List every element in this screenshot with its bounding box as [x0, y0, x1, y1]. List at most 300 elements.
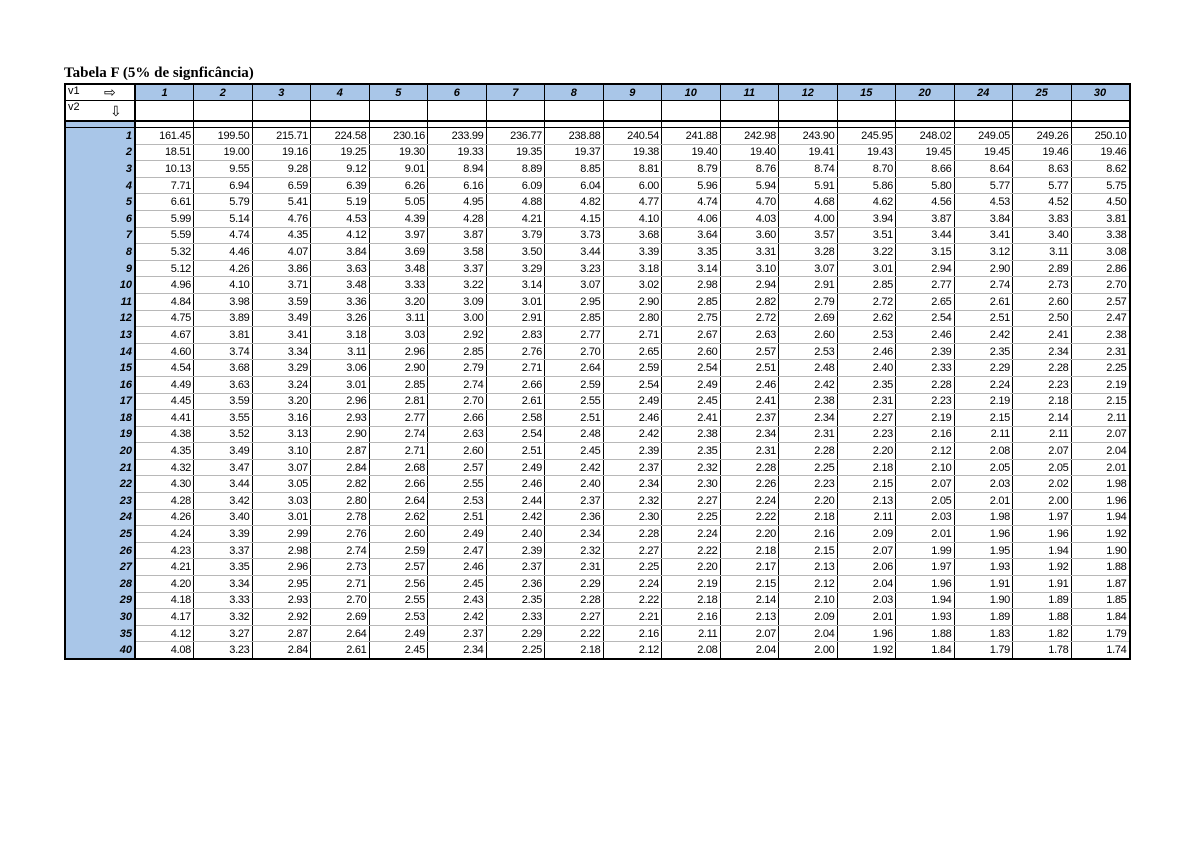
v2-header-30: 30 — [65, 609, 135, 626]
table-cell: 3.60 — [720, 227, 779, 244]
table-cell: 2.03 — [954, 476, 1013, 493]
table-row — [65, 509, 1130, 526]
table-cell: 2.31 — [779, 426, 838, 443]
table-cell: 2.80 — [311, 493, 370, 510]
table-cell: 6.39 — [311, 177, 370, 194]
table-cell: 3.94 — [837, 210, 896, 227]
table-cell: 3.58 — [428, 244, 487, 261]
table-cell: 2.92 — [252, 609, 311, 626]
table-cell: 2.43 — [428, 592, 487, 609]
table-row — [65, 194, 1130, 211]
table-cell: 2.21 — [603, 609, 662, 626]
table-cell: 4.74 — [662, 194, 721, 211]
table-cell: 4.68 — [779, 194, 838, 211]
table-cell: 3.41 — [252, 327, 311, 344]
table-cell: 2.51 — [954, 310, 1013, 327]
table-cell: 3.11 — [1013, 244, 1072, 261]
table-cell: 19.16 — [252, 144, 311, 161]
v1-header-24: 24 — [954, 84, 1013, 101]
table-cell: 2.19 — [896, 410, 955, 427]
table-cell: 2.70 — [1071, 277, 1130, 294]
table-cell: 2.72 — [837, 293, 896, 310]
table-cell: 1.97 — [896, 559, 955, 576]
table-cell: 2.19 — [954, 393, 1013, 410]
table-cell: 1.96 — [954, 526, 1013, 543]
table-cell: 2.25 — [779, 459, 838, 476]
table-row — [65, 177, 1130, 194]
table-cell: 2.55 — [545, 393, 604, 410]
table-cell: 3.32 — [194, 609, 253, 626]
table-cell: 3.40 — [194, 509, 253, 526]
table-cell: 2.40 — [545, 476, 604, 493]
table-cell: 6.09 — [486, 177, 545, 194]
table-cell: 2.85 — [545, 310, 604, 327]
table-cell: 4.74 — [194, 227, 253, 244]
table-cell: 3.41 — [954, 227, 1013, 244]
table-cell: 4.96 — [135, 277, 194, 294]
table-cell: 2.19 — [1071, 376, 1130, 393]
table-cell: 2.33 — [896, 360, 955, 377]
table-cell: 2.60 — [369, 526, 428, 543]
v2-header-row — [65, 101, 1130, 122]
table-cell: 2.64 — [369, 493, 428, 510]
blank-header-cell — [1013, 101, 1072, 122]
blank-header-cell — [428, 101, 487, 122]
table-row — [65, 376, 1130, 393]
table-cell: 4.15 — [545, 210, 604, 227]
table-cell: 2.81 — [369, 393, 428, 410]
table-cell: 3.28 — [779, 244, 838, 261]
table-cell: 1.92 — [837, 642, 896, 659]
table-cell: 2.70 — [311, 592, 370, 609]
table-cell: 2.27 — [545, 609, 604, 626]
table-cell: 1.96 — [1071, 493, 1130, 510]
table-cell: 199.50 — [194, 128, 253, 145]
table-cell: 2.66 — [369, 476, 428, 493]
table-cell: 3.59 — [252, 293, 311, 310]
table-cell: 2.31 — [837, 393, 896, 410]
table-row — [65, 493, 1130, 510]
table-cell: 3.11 — [369, 310, 428, 327]
blank-header-cell — [603, 101, 662, 122]
blank-header-cell — [486, 101, 545, 122]
v2-header-20: 20 — [65, 443, 135, 460]
table-cell: 2.53 — [369, 609, 428, 626]
table-cell: 6.59 — [252, 177, 311, 194]
table-cell: 2.57 — [428, 459, 487, 476]
table-cell: 2.07 — [1013, 443, 1072, 460]
table-cell: 2.20 — [837, 443, 896, 460]
table-cell: 2.37 — [486, 559, 545, 576]
table-cell: 2.34 — [1013, 343, 1072, 360]
table-cell: 2.46 — [837, 343, 896, 360]
v1-header-7: 7 — [486, 84, 545, 101]
table-cell: 2.59 — [603, 360, 662, 377]
table-cell: 1.94 — [1071, 509, 1130, 526]
v1-header-2: 2 — [194, 84, 253, 101]
table-cell: 5.80 — [896, 177, 955, 194]
table-cell: 3.36 — [311, 293, 370, 310]
table-cell: 1.98 — [1071, 476, 1130, 493]
page-title: Tabela F (5% de signficância) — [64, 65, 254, 81]
table-cell: 2.15 — [1071, 393, 1130, 410]
table-cell: 2.61 — [486, 393, 545, 410]
blank-header-cell — [662, 101, 721, 122]
table-cell: 2.73 — [1013, 277, 1072, 294]
table-cell: 1.82 — [1013, 625, 1072, 642]
table-cell: 2.41 — [720, 393, 779, 410]
table-cell: 1.91 — [1013, 576, 1072, 593]
table-cell: 3.39 — [194, 526, 253, 543]
v1-header-10: 10 — [662, 84, 721, 101]
table-cell: 4.53 — [954, 194, 1013, 211]
table-row — [65, 327, 1130, 344]
table-cell: 2.71 — [486, 360, 545, 377]
table-cell: 2.23 — [1013, 376, 1072, 393]
table-cell: 2.27 — [603, 542, 662, 559]
table-cell: 1.78 — [1013, 642, 1072, 659]
table-cell: 1.96 — [896, 576, 955, 593]
v2-header-1: 1 — [65, 128, 135, 145]
table-cell: 233.99 — [428, 128, 487, 145]
table-cell: 238.88 — [545, 128, 604, 145]
table-row — [65, 576, 1130, 593]
blank-header-cell — [252, 101, 311, 122]
table-cell: 2.63 — [428, 426, 487, 443]
table-cell: 3.34 — [252, 343, 311, 360]
table-cell: 2.60 — [662, 343, 721, 360]
table-cell: 2.77 — [545, 327, 604, 344]
table-cell: 2.38 — [779, 393, 838, 410]
table-cell: 2.32 — [662, 459, 721, 476]
table-cell: 2.39 — [486, 542, 545, 559]
table-cell: 2.29 — [486, 625, 545, 642]
table-row — [65, 476, 1130, 493]
table-cell: 5.75 — [1071, 177, 1130, 194]
table-cell: 2.28 — [1013, 360, 1072, 377]
table-cell: 2.23 — [896, 393, 955, 410]
table-cell: 242.98 — [720, 128, 779, 145]
table-cell: 2.32 — [545, 542, 604, 559]
table-cell: 2.45 — [428, 576, 487, 593]
table-cell: 2.74 — [311, 542, 370, 559]
table-cell: 2.10 — [779, 592, 838, 609]
table-cell: 2.16 — [603, 625, 662, 642]
table-cell: 2.62 — [837, 310, 896, 327]
table-cell: 3.10 — [252, 443, 311, 460]
table-cell: 1.94 — [1013, 542, 1072, 559]
table-row — [65, 293, 1130, 310]
table-cell: 5.77 — [954, 177, 1013, 194]
table-cell: 4.12 — [311, 227, 370, 244]
table-cell: 2.41 — [1013, 327, 1072, 344]
v2-header-26: 26 — [65, 542, 135, 559]
table-cell: 1.79 — [954, 642, 1013, 659]
table-cell: 2.85 — [662, 293, 721, 310]
table-cell: 3.81 — [194, 327, 253, 344]
table-cell: 2.31 — [545, 559, 604, 576]
table-cell: 1.84 — [1071, 609, 1130, 626]
table-body — [65, 84, 1130, 659]
table-cell: 2.14 — [720, 592, 779, 609]
table-cell: 4.95 — [428, 194, 487, 211]
table-cell: 4.32 — [135, 459, 194, 476]
table-cell: 3.23 — [194, 642, 253, 659]
table-cell: 2.87 — [252, 625, 311, 642]
table-cell: 2.31 — [720, 443, 779, 460]
blank-header-cell — [1071, 101, 1130, 122]
table-cell: 2.37 — [428, 625, 487, 642]
table-cell: 3.01 — [837, 260, 896, 277]
table-cell: 2.82 — [311, 476, 370, 493]
table-cell: 3.18 — [603, 260, 662, 277]
table-cell: 5.05 — [369, 194, 428, 211]
v2-header-14: 14 — [65, 343, 135, 360]
v1-header-25: 25 — [1013, 84, 1072, 101]
table-cell: 2.85 — [369, 376, 428, 393]
table-cell: 2.66 — [428, 410, 487, 427]
table-cell: 2.72 — [720, 310, 779, 327]
table-row — [65, 642, 1130, 659]
table-cell: 3.73 — [545, 227, 604, 244]
table-cell: 4.08 — [135, 642, 194, 659]
blank-header-cell — [545, 101, 604, 122]
table-cell: 2.51 — [486, 443, 545, 460]
table-cell: 4.52 — [1013, 194, 1072, 211]
v2-header-13: 13 — [65, 327, 135, 344]
table-cell: 2.90 — [603, 293, 662, 310]
table-cell: 2.24 — [954, 376, 1013, 393]
table-cell: 3.29 — [252, 360, 311, 377]
table-cell: 2.71 — [369, 443, 428, 460]
table-cell: 2.65 — [896, 293, 955, 310]
table-cell: 2.37 — [603, 459, 662, 476]
table-cell: 2.60 — [1013, 293, 1072, 310]
table-cell: 3.71 — [252, 277, 311, 294]
table-cell: 2.12 — [896, 443, 955, 460]
table-cell: 1.97 — [1013, 509, 1072, 526]
table-cell: 3.31 — [720, 244, 779, 261]
table-cell: 1.88 — [1013, 609, 1072, 626]
table-cell: 2.90 — [369, 360, 428, 377]
table-cell: 2.91 — [779, 277, 838, 294]
table-cell: 2.70 — [545, 343, 604, 360]
table-cell: 2.83 — [486, 327, 545, 344]
table-cell: 2.49 — [486, 459, 545, 476]
table-cell: 2.85 — [428, 343, 487, 360]
table-cell: 215.71 — [252, 128, 311, 145]
v2-header-40: 40 — [65, 642, 135, 659]
table-cell: 2.48 — [545, 426, 604, 443]
table-cell: 2.59 — [369, 542, 428, 559]
table-row — [65, 410, 1130, 427]
table-cell: 4.21 — [486, 210, 545, 227]
table-cell: 4.54 — [135, 360, 194, 377]
table-cell: 2.96 — [311, 393, 370, 410]
table-cell: 4.77 — [603, 194, 662, 211]
v2-header-35: 35 — [65, 625, 135, 642]
table-cell: 2.74 — [954, 277, 1013, 294]
table-cell: 2.07 — [1071, 426, 1130, 443]
table-cell: 2.90 — [311, 426, 370, 443]
table-cell: 4.56 — [896, 194, 955, 211]
table-cell: 2.61 — [954, 293, 1013, 310]
table-cell: 3.06 — [311, 360, 370, 377]
v2-header-11: 11 — [65, 293, 135, 310]
table-cell: 4.21 — [135, 559, 194, 576]
table-cell: 2.04 — [1071, 443, 1130, 460]
v2-header-10: 10 — [65, 277, 135, 294]
table-row — [65, 210, 1130, 227]
v2-header-15: 15 — [65, 360, 135, 377]
table-cell: 3.64 — [662, 227, 721, 244]
table-cell: 3.37 — [428, 260, 487, 277]
table-cell: 2.80 — [603, 310, 662, 327]
table-cell: 19.46 — [1071, 144, 1130, 161]
table-cell: 2.50 — [1013, 310, 1072, 327]
table-cell: 2.28 — [720, 459, 779, 476]
table-cell: 2.60 — [779, 327, 838, 344]
table-cell: 9.28 — [252, 161, 311, 178]
v2-header-3: 3 — [65, 161, 135, 178]
table-cell: 19.40 — [720, 144, 779, 161]
table-row — [65, 343, 1130, 360]
table-cell: 2.55 — [428, 476, 487, 493]
table-cell: 2.34 — [779, 410, 838, 427]
table-cell: 3.63 — [311, 260, 370, 277]
table-cell: 3.03 — [369, 327, 428, 344]
table-cell: 2.62 — [369, 509, 428, 526]
table-cell: 3.03 — [252, 493, 311, 510]
table-cell: 2.99 — [252, 526, 311, 543]
table-cell: 2.34 — [428, 642, 487, 659]
v2-corner-cell — [65, 101, 135, 122]
table-cell: 2.25 — [603, 559, 662, 576]
table-cell: 2.23 — [779, 476, 838, 493]
table-cell: 2.27 — [837, 410, 896, 427]
table-cell: 2.25 — [1071, 360, 1130, 377]
table-cell: 1.96 — [1013, 526, 1072, 543]
table-cell: 4.10 — [603, 210, 662, 227]
v1-header-9: 9 — [603, 84, 662, 101]
table-cell: 1.74 — [1071, 642, 1130, 659]
blank-header-cell — [194, 101, 253, 122]
table-cell: 4.20 — [135, 576, 194, 593]
table-cell: 2.64 — [311, 625, 370, 642]
v1-header-4: 4 — [311, 84, 370, 101]
table-cell: 2.93 — [252, 592, 311, 609]
table-cell: 243.90 — [779, 128, 838, 145]
table-cell: 2.51 — [720, 360, 779, 377]
table-cell: 2.42 — [428, 609, 487, 626]
table-cell: 2.22 — [545, 625, 604, 642]
table-cell: 8.64 — [954, 161, 1013, 178]
table-cell: 224.58 — [311, 128, 370, 145]
table-cell: 3.68 — [194, 360, 253, 377]
table-cell: 2.34 — [545, 526, 604, 543]
table-cell: 2.01 — [1071, 459, 1130, 476]
table-cell: 3.02 — [603, 277, 662, 294]
v2-header-27: 27 — [65, 559, 135, 576]
table-cell: 7.71 — [135, 177, 194, 194]
table-cell: 2.01 — [837, 609, 896, 626]
table-cell: 248.02 — [896, 128, 955, 145]
table-cell: 2.18 — [662, 592, 721, 609]
table-cell: 3.57 — [779, 227, 838, 244]
table-cell: 2.63 — [720, 327, 779, 344]
table-cell: 19.45 — [954, 144, 1013, 161]
table-cell: 2.03 — [837, 592, 896, 609]
table-cell: 3.55 — [194, 410, 253, 427]
table-cell: 2.46 — [720, 376, 779, 393]
table-cell: 2.51 — [428, 509, 487, 526]
table-cell: 249.26 — [1013, 128, 1072, 145]
table-cell: 3.47 — [194, 459, 253, 476]
table-cell: 3.44 — [545, 244, 604, 261]
table-cell: 2.46 — [486, 476, 545, 493]
table-cell: 1.93 — [954, 559, 1013, 576]
table-cell: 3.01 — [486, 293, 545, 310]
table-cell: 2.54 — [896, 310, 955, 327]
table-cell: 19.46 — [1013, 144, 1072, 161]
v2-header-23: 23 — [65, 493, 135, 510]
table-cell: 6.00 — [603, 177, 662, 194]
table-cell: 2.39 — [603, 443, 662, 460]
table-cell: 3.35 — [662, 244, 721, 261]
table-cell: 3.44 — [896, 227, 955, 244]
table-cell: 5.32 — [135, 244, 194, 261]
table-cell: 3.74 — [194, 343, 253, 360]
blank-header-cell — [896, 101, 955, 122]
table-cell: 2.40 — [837, 360, 896, 377]
table-cell: 1.85 — [1071, 592, 1130, 609]
v1-header-3: 3 — [252, 84, 311, 101]
table-cell: 5.96 — [662, 177, 721, 194]
table-cell: 1.90 — [954, 592, 1013, 609]
table-cell: 2.38 — [662, 426, 721, 443]
table-cell: 2.28 — [896, 376, 955, 393]
table-cell: 3.33 — [369, 277, 428, 294]
table-cell: 2.28 — [545, 592, 604, 609]
table-cell: 2.57 — [720, 343, 779, 360]
table-cell: 5.41 — [252, 194, 311, 211]
table-cell: 19.43 — [837, 144, 896, 161]
table-cell: 5.14 — [194, 210, 253, 227]
table-cell: 161.45 — [135, 128, 194, 145]
table-cell: 2.00 — [779, 642, 838, 659]
table-cell: 2.77 — [369, 410, 428, 427]
table-cell: 2.93 — [311, 410, 370, 427]
table-cell: 4.75 — [135, 310, 194, 327]
table-cell: 4.60 — [135, 343, 194, 360]
table-cell: 4.62 — [837, 194, 896, 211]
v1-header-row — [65, 84, 1130, 101]
table-cell: 4.07 — [252, 244, 311, 261]
table-cell: 3.52 — [194, 426, 253, 443]
table-cell: 2.20 — [720, 526, 779, 543]
table-cell: 5.77 — [1013, 177, 1072, 194]
table-cell: 4.46 — [194, 244, 253, 261]
table-cell: 3.86 — [252, 260, 311, 277]
table-row — [65, 526, 1130, 543]
table-cell: 3.05 — [252, 476, 311, 493]
table-cell: 3.79 — [486, 227, 545, 244]
table-cell: 4.35 — [252, 227, 311, 244]
table-cell: 2.05 — [896, 493, 955, 510]
table-cell: 2.76 — [486, 343, 545, 360]
table-cell: 2.49 — [603, 393, 662, 410]
table-cell: 4.10 — [194, 277, 253, 294]
